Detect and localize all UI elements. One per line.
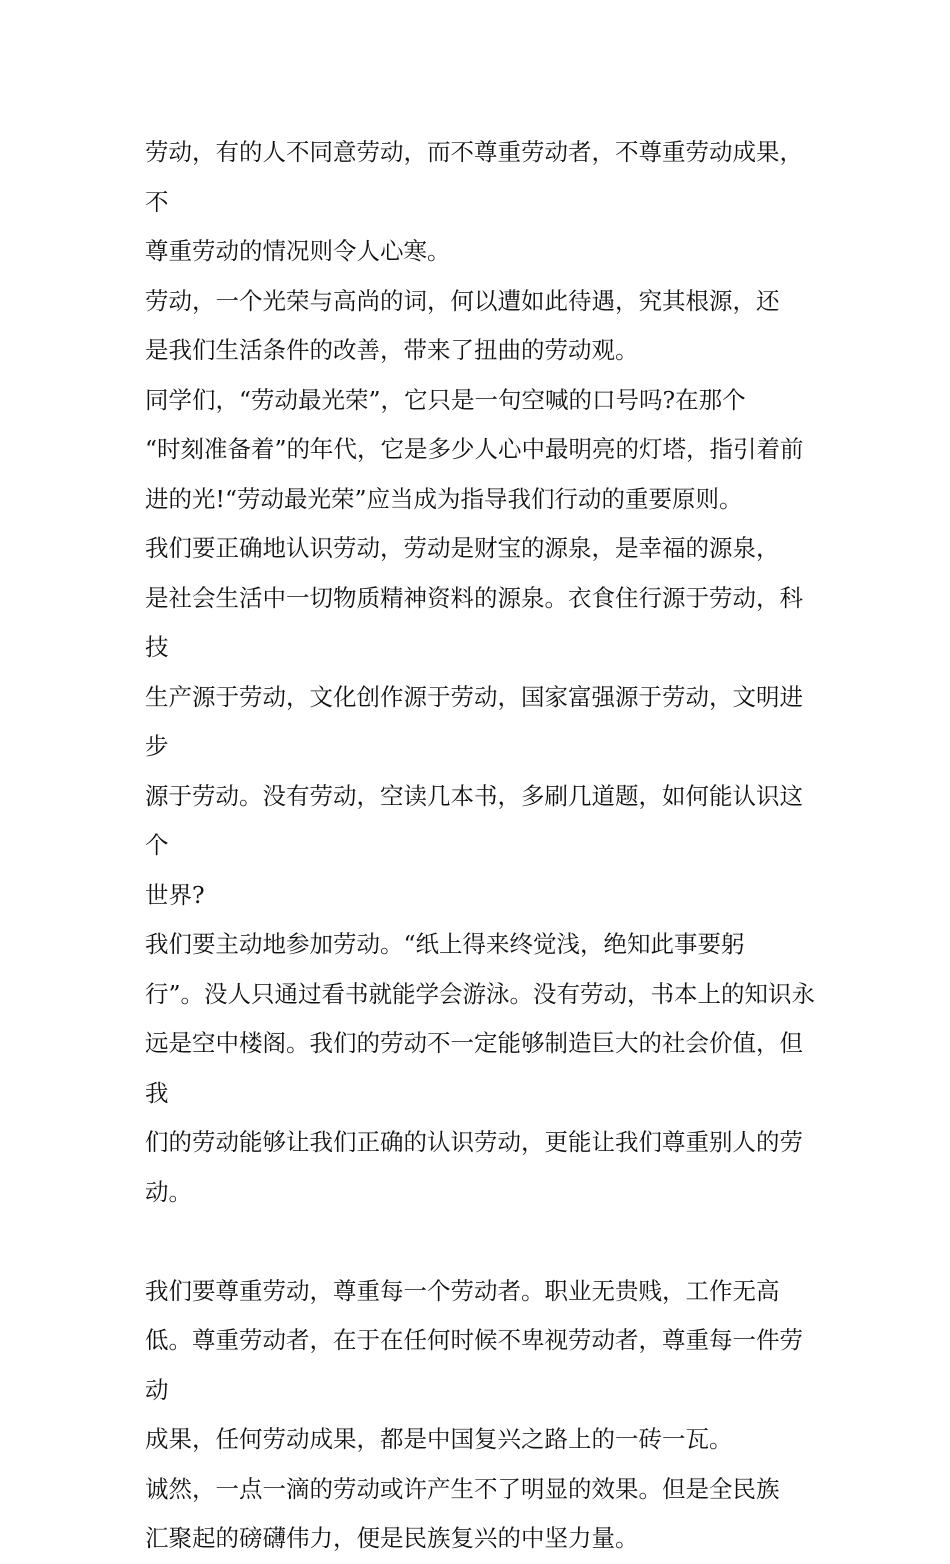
- paragraph-5: 我们要主动地参加劳动。“纸上得来终觉浅，绝知此事要躬 行”。没人只通过看书就能学会游泳。没有劳动，书本上的知识永 远是空中楼阁。我们的劳动不一定能够制造巨大的社会价值，但我 们的劳动能够让我们正确的认识劳动，更能让我们尊重别人的劳动。: [145, 930, 816, 1206]
- paragraph-2: 劳动，一个光荣与高尚的词，何以遭如此待遇，究其根源，还 是我们生活条件的改善，带来了扭曲的劳动观。: [145, 286, 780, 364]
- paragraph-7: 诚然，一点一滴的劳动或许产生不了明显的效果。但是全民族 汇聚起的磅礴伟力，便是民族复兴的中坚力量。: [145, 1474, 780, 1552]
- document-body: [145, 128, 825, 1564]
- paragraph-3: 同学们，“劳动最光荣”，它只是一句空喊的口号吗?在那个 “时刻准备着”的年代，它是多少人心中最明亮的灯塔，指引着前 进的光!“劳动最光荣”应当成为指导我们行动的重要原则。: [145, 385, 804, 513]
- paragraph-6: 我们要尊重劳动，尊重每一个劳动者。职业无贵贱，工作无高 低。尊重劳动者，在于在任何时候不卑视劳动者，尊重每一件劳动 成果，任何劳动成果，都是中国复兴之路上的一砖一瓦。: [145, 1276, 803, 1453]
- paragraph-1: 劳动，有的人不同意劳动，而不尊重劳动者，不尊重劳动成果，不 尊重劳动的情况则令人心寒。: [145, 138, 803, 265]
- paragraph-spacer: [145, 1217, 825, 1267]
- paragraph-4: 我们要正确地认识劳动，劳动是财宝的源泉，是幸福的源泉， 是社会生活中一切物质精神资料的源泉。衣食住行源于劳动，科技 生产源于劳动，文化创作源于劳动，国家富强源于劳动，文明进步 源于劳动。没有劳动，空读几本书，多刷几道题，如何能认识这个 世界?: [145, 534, 803, 909]
